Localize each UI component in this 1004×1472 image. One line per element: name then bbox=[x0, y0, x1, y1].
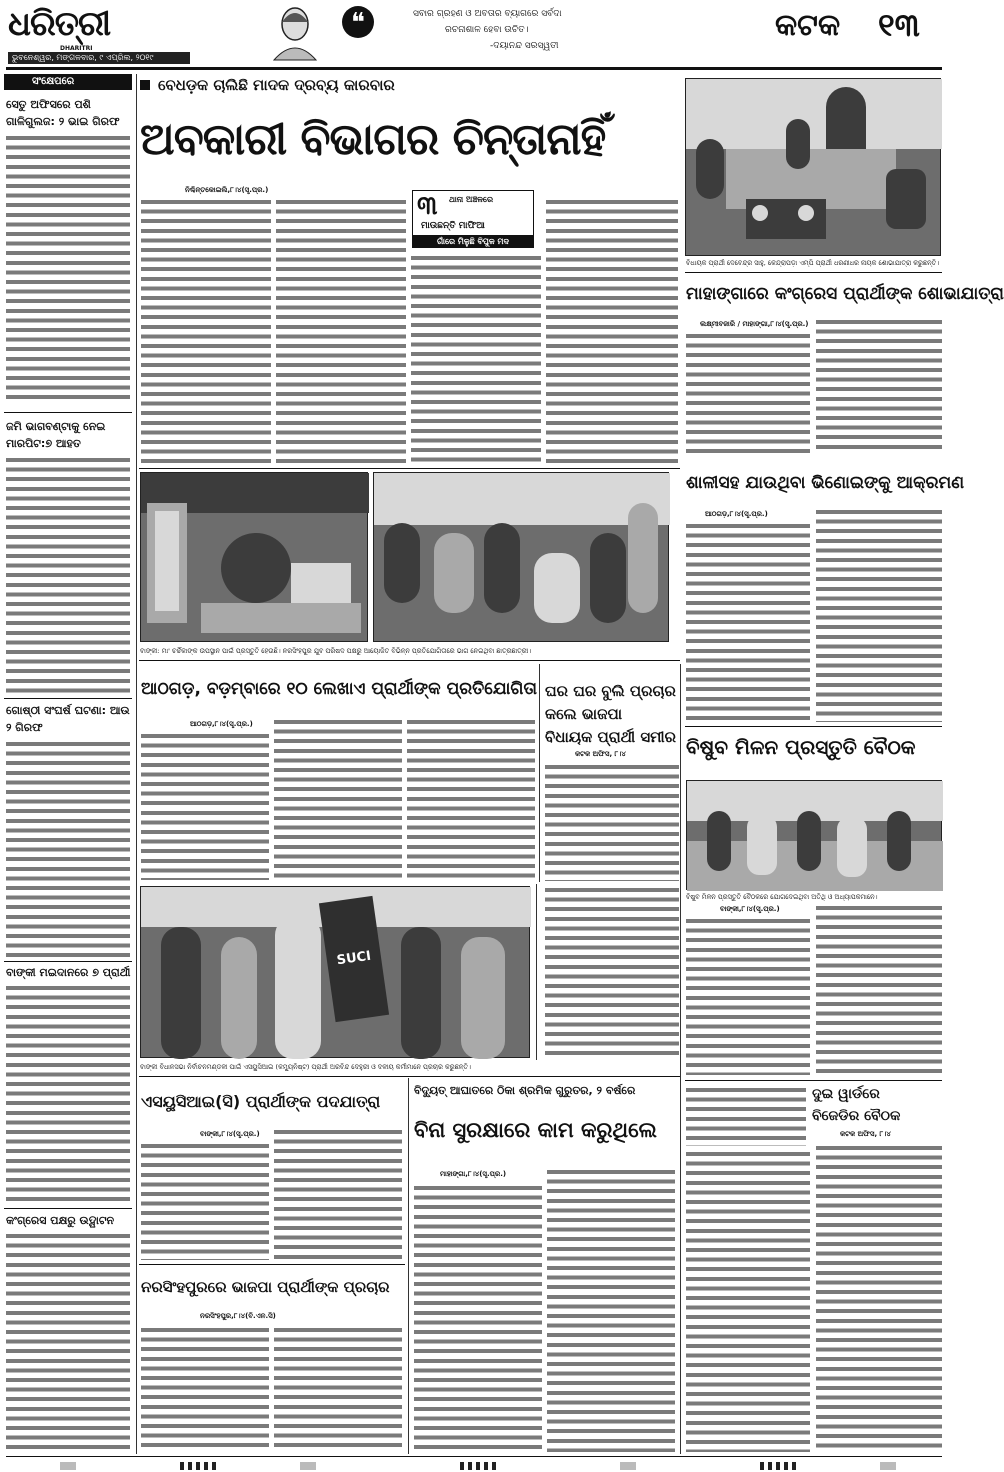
meeting-headline[interactable]: ବିଷୁବ ମିଳନ ପ୍ରସ୍ତୁତି ବୈଠକ bbox=[686, 735, 916, 759]
suci-text-1 bbox=[141, 1142, 269, 1260]
rally-headline[interactable]: ମାହାଙ୍ଗାରେ କଂଗ୍ରେସ ପ୍ରାର୍ଥୀଙ୍କ ଶୋଭାଯାତ୍ରା bbox=[686, 284, 1004, 304]
electric-byline: ମାହାଙ୍ଗା,୮।୪(ସୃ.ପ୍ର.) bbox=[440, 1170, 507, 1178]
section-divider bbox=[139, 1076, 680, 1077]
sidebar-headline-5[interactable]: କଂଗ୍ରେସ ପକ୍ଷରୁ ଉଦ୍ଘାଟନ bbox=[6, 1214, 115, 1227]
section-divider bbox=[685, 1080, 942, 1081]
attack-headline[interactable]: ଶାଳୀସହ ଯାଉଥିବା ଭିଣୋଇଙ୍କୁ ଆକ୍ରମଣ bbox=[686, 473, 965, 493]
competition-text-3 bbox=[407, 718, 535, 880]
section-divider bbox=[685, 272, 942, 273]
rally-byline: ଲକ୍ଷ୍ମୀବଜାରି / ମାହାଙ୍ଗା,୮।୪(ସୃ.ପ୍ର.) bbox=[700, 320, 809, 328]
rally-photo[interactable] bbox=[685, 78, 941, 256]
narsinghpur-byline: ନରସିଂହପୁର,୮।୪(ବି.ଏନ.ସି) bbox=[200, 1312, 276, 1320]
bjp-headline-3[interactable]: ବିଧାୟକ ପ୍ରାର୍ଥୀ ସମୀର bbox=[545, 728, 676, 746]
meeting-photo[interactable] bbox=[686, 780, 942, 890]
competition-text-2 bbox=[274, 718, 402, 880]
ward-headline-2[interactable]: ବିଜେଡିର ବୈଠକ bbox=[812, 1108, 901, 1124]
sidebar-text-4 bbox=[6, 984, 130, 1204]
main-story-text-col-2 bbox=[276, 198, 406, 463]
section-divider bbox=[139, 468, 680, 469]
main-story-text-col-1 bbox=[141, 198, 271, 463]
attack-text-1 bbox=[686, 522, 810, 722]
sidebar-text-2 bbox=[6, 456, 130, 696]
footer-rule bbox=[6, 1456, 942, 1457]
sidebar-text-1 bbox=[6, 134, 130, 404]
narsinghpur-text-2 bbox=[274, 1326, 402, 1452]
suci-caption: ବାଙ୍କୀ ବିଧାନସଭା ନିର୍ବାଚନମଣ୍ଡଳୀ ପାଇଁ ଏସୟୁସିଆଇ (କମ୍ୟୁନିଷ୍ଟ) ପ୍ରାର୍ଥୀ ଅରବିନ୍ଦ ଦେହୁରୀ ଓ ଦଳୀୟ କର୍ମୀମାନେ ପ୍ରଚାର କରୁଛନ୍ତି। bbox=[140, 1063, 471, 1071]
electric-text-1 bbox=[414, 1184, 542, 1452]
highlight-line-1: ଥାନା ଅଞ୍ଚଳରେ bbox=[449, 195, 494, 204]
ward-text-1 bbox=[686, 1150, 810, 1452]
founder-portrait bbox=[270, 2, 320, 60]
rally-caption: ବିଧାୟକ ପ୍ରାର୍ଥୀ ଦେବେନ୍ଦ୍ର ସାହୁ, କେନ୍ଦ୍ରାପଡ଼ା ଏମ୍‌ପି ପ୍ରାର୍ଥୀ ଧରଣୀଧର ନାୟକ ଶୋଭାଯାତ୍ରା କରୁଛନ୍ତି। bbox=[686, 259, 940, 267]
quote-author: -ଦୟାନନ୍ଦ ସରସ୍ୱତୀ bbox=[490, 41, 559, 51]
ward-byline: କଟକ ଅଫିସ, ୮।୪ bbox=[840, 1130, 891, 1138]
ward-headline-1[interactable]: ଦୁଇ ୱାର୍ଡରେ bbox=[812, 1086, 880, 1102]
meeting-text-2 bbox=[816, 904, 942, 1075]
attack-text-2 bbox=[816, 508, 942, 722]
suci-headline[interactable]: ଏସୟୁସିଆଇ(ସି) ପ୍ରାର୍ଥୀଙ୍କ ପଦଯାତ୍ରା bbox=[141, 1092, 381, 1111]
sidebar-divider bbox=[4, 961, 132, 962]
meeting-text-1 bbox=[686, 917, 810, 1075]
column-divider bbox=[536, 884, 537, 1060]
competition-headline[interactable]: ଆଠଗଡ଼, ବଡ଼ମ୍ବାରେ ୧୦ ଲେଖାଏ ପ୍ରାର୍ଥୀଙ୍କ ପ୍ରତିଯୋଗିତା bbox=[141, 679, 538, 699]
newspaper-logo[interactable]: ଧରିତ୍ରୀ bbox=[8, 4, 111, 44]
ward-side-text bbox=[686, 1086, 806, 1146]
bjp-headline-1[interactable]: ଘର ଘର ବୁଲି ପ୍ରଚାର bbox=[545, 682, 676, 700]
bjp-byline: କଟକ ଅଫିସ, ୮।୪ bbox=[575, 750, 626, 758]
sidebar-headline-4[interactable]: ବାଙ୍କୀ ମଇଦାନରେ ୭ ପ୍ରାର୍ଥୀ bbox=[6, 966, 131, 979]
sidebar-column bbox=[4, 74, 132, 1454]
narsinghpur-headline[interactable]: ନରସିଂହପୁରରେ ଭାଜପା ପ୍ରାର୍ଥୀଙ୍କ ପ୍ରଚାର bbox=[141, 1278, 390, 1296]
suci-photo[interactable] bbox=[140, 886, 530, 1058]
column-divider bbox=[136, 74, 137, 1454]
sidebar-text-5 bbox=[6, 1232, 130, 1452]
meeting-caption: ବିଷୁବ ମିଳନ ପ୍ରସ୍ତୁତି ବୈଠକରେ ଯୋଗଦେଇଥିବା ଅତିଥି ଓ ଅଧ୍ୟାପକମାନେ। bbox=[686, 893, 878, 901]
competition-text-1 bbox=[141, 732, 269, 880]
section-name[interactable]: କଟକ bbox=[775, 8, 841, 43]
main-story-text-col-4 bbox=[546, 198, 678, 463]
photos-caption: ବାଙ୍କୀ: ମା' ଚର୍ଚ୍ଚିକାଙ୍କ ଉପସ୍ଥାନ ପାଇଁ ପ୍ରସ୍ତୁତି ହେଉଛି। ନରସିଂହପୁର ଯୁବ ପରିଷଦ ପକ୍ଷରୁ ଆୟୋଜିତ ବିଭିନ୍ନ ପ୍ରତିଯୋଗିତାରେ ଭାଗ ନେଇଥିବା ଛାତ୍ରଛାତ୍ରୀ। bbox=[140, 647, 532, 655]
competition-byline: ଆଠଗଡ଼,୮।୪(ସୃ.ପ୍ର.) bbox=[190, 720, 253, 728]
column-divider bbox=[408, 1078, 409, 1454]
rally-text-1 bbox=[686, 332, 810, 454]
sidebar-divider bbox=[4, 412, 132, 413]
main-story-byline: ନିଶ୍ଚିନ୍ତକୋଇଲି,୮।୪(ସୃ.ପ୍ର.) bbox=[185, 186, 269, 194]
sidebar-headline-3[interactable]: ଗୋଷ୍ଠୀ ସଂଘର୍ଷ ଘଟଣା: ଆଉ ୨ ଗିରଫ bbox=[6, 704, 130, 734]
main-story-headline[interactable]: ଅବକାରୀ ବିଭାଗର ଚିନ୍ତାନାହିଁ bbox=[140, 114, 606, 165]
highlight-line-2: ମାଉଛନ୍ତି ମାଫିଆ bbox=[421, 221, 485, 231]
masthead-divider bbox=[6, 67, 942, 70]
sidebar-divider bbox=[4, 698, 132, 699]
registration-marks bbox=[0, 1460, 945, 1472]
highlight-number: ୩ bbox=[417, 191, 438, 221]
highlight-box bbox=[412, 190, 534, 248]
section-divider bbox=[139, 660, 680, 661]
students-photo[interactable] bbox=[373, 472, 669, 642]
logo-subtitle: DHARITRI bbox=[60, 45, 93, 52]
sidebar-headline-1[interactable]: ସେତୁ ଅଫିସରେ ପଶି ଗାଳିଗୁଲଜ: ୨ ଭାଇ ଗିରଫ bbox=[6, 98, 120, 128]
suci-byline: ବାଙ୍କୀ,୮।୪(ସୃ.ପ୍ର.) bbox=[200, 1130, 260, 1138]
column-divider bbox=[680, 664, 681, 1454]
page-number: ୧୩ bbox=[878, 6, 920, 44]
narsinghpur-text-1 bbox=[141, 1326, 269, 1452]
dateline: ଭୁବନେଶ୍ୱର, ମଙ୍ଗଳବାର, ୯ ଏପ୍ରିଲ, ୨୦୧୯ bbox=[12, 53, 154, 62]
column-divider bbox=[539, 664, 540, 882]
ward-text-2 bbox=[816, 1144, 942, 1452]
section-divider bbox=[139, 1264, 405, 1265]
bjp-headline-2[interactable]: କଲେ ଭାଜପା bbox=[545, 705, 623, 723]
dateline-bar bbox=[8, 52, 190, 64]
quote-line-1: ସବାର ଗ୍ରହଣ ଓ ଅବତାର ବ୍ୟାଗରେ ସର୍ବଦା bbox=[413, 9, 562, 19]
main-story-text-col-3 bbox=[411, 254, 541, 464]
main-story-kicker[interactable]: ବେଧଡ଼କ ଚାଲିଛି ମାଦକ ଦ୍ରବ୍ୟ କାରବାର bbox=[158, 76, 395, 94]
sidebar-headline-2[interactable]: ଜମି ଭାଗବଣ୍ଟାକୁ ନେଇ ମାରପିଟ:୭ ଆହତ bbox=[6, 420, 106, 450]
bjp-text-1 bbox=[545, 763, 679, 881]
quote-icon: ❝ bbox=[342, 6, 374, 38]
sidebar-label: ସଂକ୍ଷେପରେ bbox=[4, 74, 132, 90]
electric-text-2 bbox=[547, 1168, 675, 1452]
quote-line-2: ରଚନାଶାଳ ହେବା ଉଚିତ। bbox=[445, 25, 529, 35]
attack-byline: ଆଠଗଡ଼,୮।୪(ସୃ.ପ୍ର.) bbox=[705, 510, 768, 518]
masthead bbox=[0, 0, 945, 70]
temple-photo[interactable] bbox=[140, 472, 368, 642]
column-text bbox=[545, 886, 679, 1058]
suci-banner: SUCI bbox=[319, 896, 389, 1022]
electric-headline[interactable]: ବିନା ସୁରକ୍ଷାରେ କାମ କରୁଥିଲେ bbox=[414, 1118, 657, 1142]
meeting-byline: ବାଙ୍କୀ,୮।୪(ସୃ.ପ୍ର.) bbox=[720, 905, 780, 913]
highlight-line-3: ଗାଁରେ ମିଳୁଛି ବିପୁଳ ମଦ bbox=[413, 235, 533, 248]
electric-kicker[interactable]: ବିଦ୍ୟୁତ୍ ଆଘାତରେ ଠିକା ଶ୍ରମିକ ଗୁରୁତର, ୨ ବର୍ଷରେ bbox=[414, 1084, 636, 1097]
suci-text-2 bbox=[274, 1128, 402, 1260]
rally-text-2 bbox=[816, 318, 942, 454]
section-divider bbox=[685, 726, 942, 727]
sidebar-text-3 bbox=[6, 740, 130, 958]
sidebar-divider bbox=[4, 1208, 132, 1209]
main-story-kicker-bar bbox=[140, 80, 150, 90]
